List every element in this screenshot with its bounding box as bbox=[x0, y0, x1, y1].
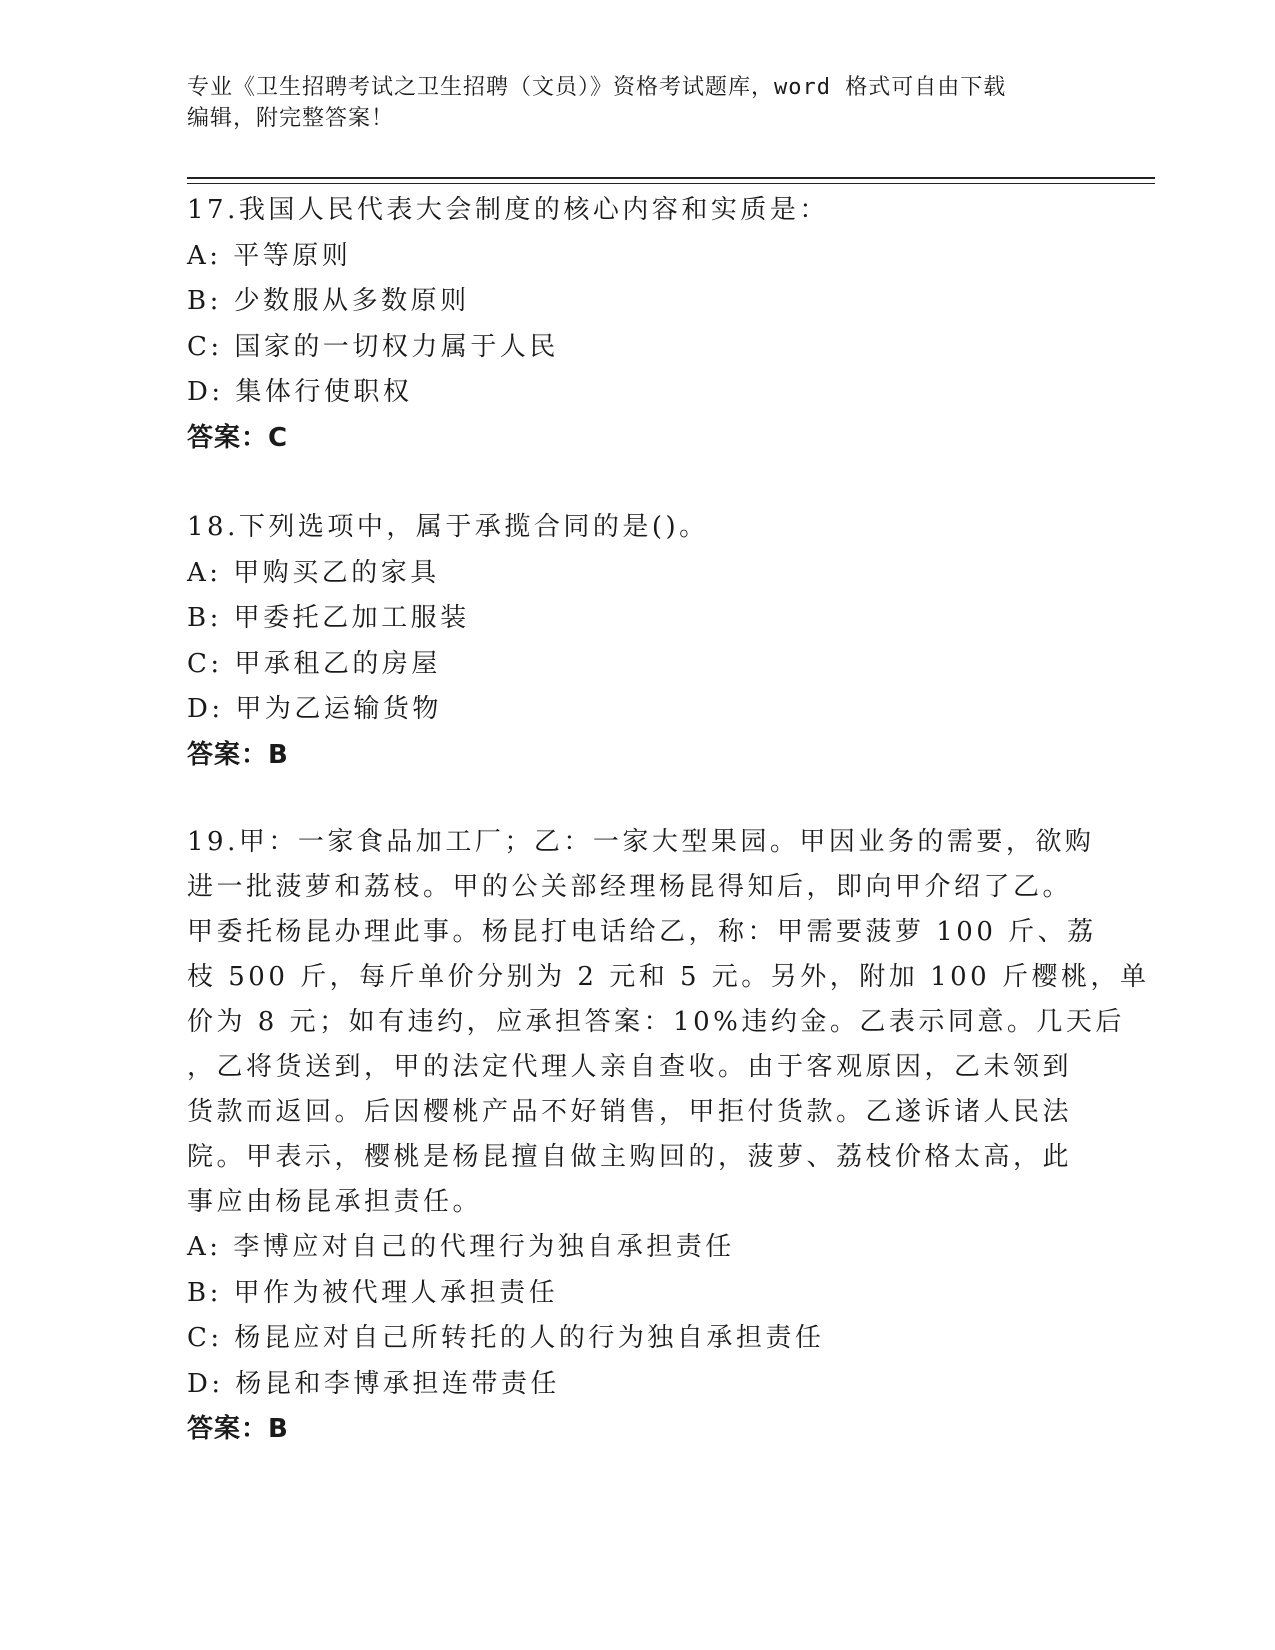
option-a: A: 平等原则 bbox=[187, 240, 352, 271]
stem-line: 甲委托杨昆办理此事。杨昆打电话给乙，称：甲需要菠萝 100 斤、荔 bbox=[187, 917, 1097, 947]
header-divider-thick bbox=[187, 177, 1155, 179]
option-c: C: 国家的一切权力属于人民 bbox=[187, 331, 559, 362]
document-header bbox=[187, 72, 1087, 134]
option-b: B: 少数服从多数原则 bbox=[187, 286, 470, 316]
option-b: B: 甲作为被代理人承担责任 bbox=[187, 1277, 559, 1308]
option-a: A: 李博应对自己的代理行为独自承担责任 bbox=[187, 1232, 735, 1262]
question-stem: 17.我国人民代表大会制度的核心内容和实质是： bbox=[187, 195, 829, 225]
answer-line: 答案：B bbox=[187, 1414, 289, 1444]
stem-line: 19.甲：一家食品加工厂；乙：一家大型果园。甲因业务的需要，欲购 bbox=[187, 827, 1095, 857]
question-stem: 18.下列选项中，属于承揽合同的是()。 bbox=[187, 512, 709, 542]
stem-line: 事应由杨昆承担责任。 bbox=[187, 1187, 483, 1217]
question-18 bbox=[187, 505, 1087, 778]
option-d: D: 集体行使职权 bbox=[187, 377, 413, 407]
option-d: D: 杨昆和李博承担连带责任 bbox=[187, 1368, 560, 1399]
question-17 bbox=[187, 188, 1087, 461]
option-c: C: 甲承租乙的房屋 bbox=[187, 648, 441, 679]
stem-line: 货款而返回。后因樱桃产品不好销售，甲拒付货款。乙遂诉诸人民法 bbox=[187, 1097, 1073, 1127]
stem-line: 枝 500 斤，每斤单价分别为 2 元和 5 元。另外，附加 100 斤樱桃，单 bbox=[187, 962, 1150, 992]
stem-line: 进一批菠萝和荔枝。甲的公关部经理杨昆得知后，即向甲介绍了乙。 bbox=[187, 872, 1073, 902]
header-line-2: 编辑，附完整答案！ bbox=[187, 106, 395, 131]
option-d: D: 甲为乙运输货物 bbox=[187, 694, 442, 724]
option-a: A: 甲购买乙的家具 bbox=[187, 557, 440, 588]
option-c: C: 杨昆应对自己所转托的人的行为独自承担责任 bbox=[187, 1323, 825, 1353]
option-b: B: 甲委托乙加工服装 bbox=[187, 603, 470, 633]
stem-line: 价为 8 元；如有违约，应承担答案：10%违约金。乙表示同意。几天后 bbox=[187, 1007, 1125, 1037]
question-19 bbox=[187, 820, 1150, 1453]
stem-line: 院。甲表示，樱桃是杨昆擅自做主购回的，菠萝、荔枝价格太高，此 bbox=[187, 1142, 1073, 1172]
header-divider-thin bbox=[187, 183, 1155, 184]
answer-line: 答案：C bbox=[187, 422, 289, 453]
stem-line: ，乙将货送到，甲的法定代理人亲自查收。由于客观原因，乙未领到 bbox=[187, 1052, 1073, 1082]
header-line-1: 专业《卫生招聘考试之卫生招聘（文员）》资格考试题库，word 格式可自由下载 bbox=[187, 75, 1007, 100]
question-stem bbox=[187, 820, 1150, 1225]
answer-line: 答案：B bbox=[187, 739, 289, 770]
